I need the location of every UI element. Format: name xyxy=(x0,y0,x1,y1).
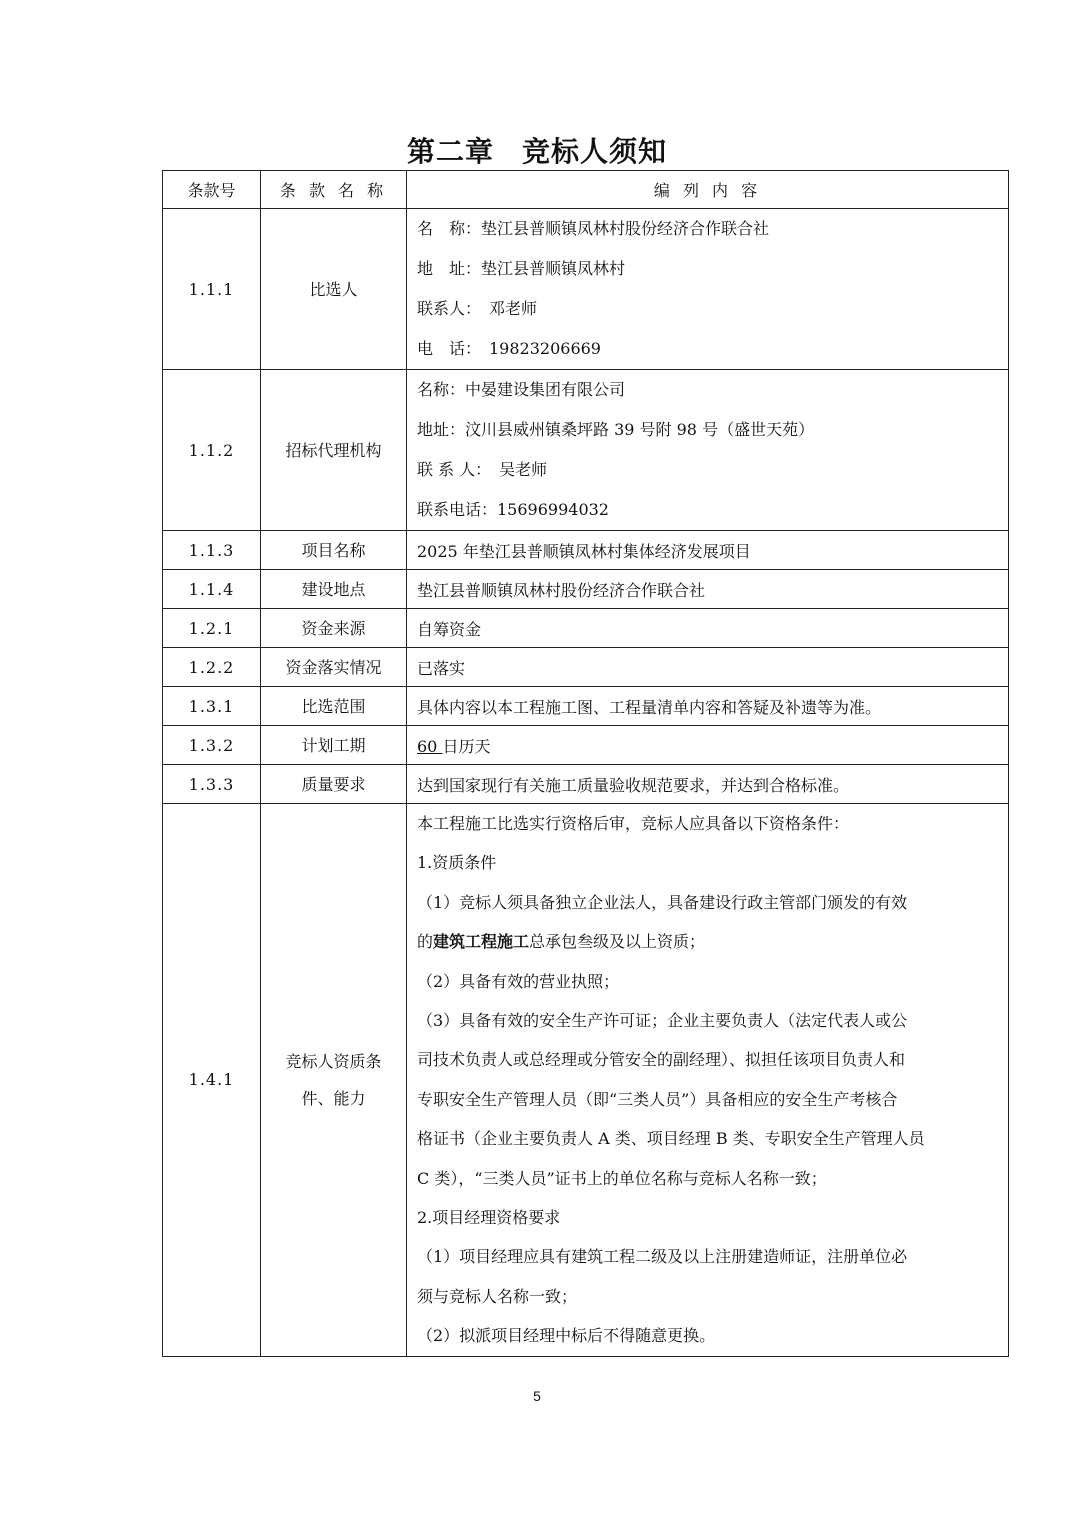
table-row xyxy=(163,570,1009,609)
clause-content: 垫江县普顺镇凤林村股份经济合作联合社 xyxy=(407,570,1009,609)
text-run: 总承包叁级及以上资质； xyxy=(529,932,706,952)
clause-number: 1.3.3 xyxy=(163,765,261,804)
section-heading: 1.资质条件 xyxy=(417,853,497,873)
table-row xyxy=(163,804,1009,1357)
clause-name: 招标代理机构 xyxy=(261,370,407,531)
clause-name: 计划工期 xyxy=(261,726,407,765)
clause-name-line: 竞标人资质条 xyxy=(285,1051,382,1071)
clause-number: 1.2.1 xyxy=(163,609,261,648)
clause-name: 资金来源 xyxy=(261,609,407,648)
content-line xyxy=(417,922,1000,961)
table-header-row xyxy=(163,171,1009,209)
clause-name: 建设地点 xyxy=(261,570,407,609)
content-line: 格证书（企业主要负责人 A 类、项目经理 B 类、专职安全生产管理人员 xyxy=(417,1129,925,1149)
content-line: （3）具备有效的安全生产许可证；企业主要负责人（法定代表人或公 xyxy=(417,1011,908,1031)
content-line: 电 话： 19823206669 xyxy=(417,339,601,358)
table-row xyxy=(163,648,1009,687)
content-line: 地址：汶川县威州镇桑坪路 39 号附 98 号（盛世天苑） xyxy=(417,420,815,439)
clause-number: 1.2.2 xyxy=(163,648,261,687)
emphasized-text: 建筑工程施工 xyxy=(433,932,530,952)
table-row xyxy=(163,726,1009,765)
clause-name xyxy=(261,804,407,1357)
clause-number: 1.1.2 xyxy=(163,370,261,531)
bidder-instructions-table xyxy=(162,170,1009,1357)
content-line: 须与竞标人名称一致； xyxy=(417,1286,578,1306)
clause-number: 1.4.1 xyxy=(163,804,261,1357)
page-number: 5 xyxy=(533,1388,541,1404)
content-line: 司技术负责人或总经理或分管安全的副经理）、拟担任该项目负责人和 xyxy=(417,1050,906,1070)
content-line: C 类），“三类人员”证书上的单位名称与竞标人名称一致； xyxy=(417,1168,827,1188)
header-clause-name: 条 款 名 称 xyxy=(261,171,407,209)
table-row xyxy=(163,531,1009,570)
clause-content: 具体内容以本工程施工图、工程量清单内容和答疑及补遗等为准。 xyxy=(407,687,1009,726)
content-line: （1）竞标人须具备独立企业法人，具备建设行政主管部门颁发的有效 xyxy=(417,892,908,912)
clause-number: 1.1.3 xyxy=(163,531,261,570)
content-line: 专职安全生产管理人员（即“三类人员”）具备相应的安全生产考核合 xyxy=(417,1089,898,1109)
table-row xyxy=(163,609,1009,648)
clause-content: 自筹资金 xyxy=(407,609,1009,648)
clause-content xyxy=(407,370,1009,531)
clause-number: 1.3.2 xyxy=(163,726,261,765)
header-clause-number: 条款号 xyxy=(163,171,261,209)
header-content: 编 列 内 容 xyxy=(407,171,1009,209)
clause-content: 2025 年垫江县普顺镇凤林村集体经济发展项目 xyxy=(407,531,1009,570)
duration-unit: 日历天 xyxy=(442,736,491,756)
content-line: （2）具备有效的营业执照； xyxy=(417,971,620,991)
clause-content xyxy=(407,804,1009,1357)
table-row xyxy=(163,687,1009,726)
content-line: 联系人： 邓老师 xyxy=(417,299,538,318)
table-row xyxy=(163,765,1009,804)
clause-name: 比选范围 xyxy=(261,687,407,726)
content-line: 本工程施工比选实行资格后审，竞标人应具备以下资格条件： xyxy=(417,814,850,833)
clause-number: 1.3.1 xyxy=(163,687,261,726)
clause-content: 达到国家现行有关施工质量验收规范要求，并达到合格标准。 xyxy=(407,765,1009,804)
chapter-title xyxy=(0,130,1074,170)
clause-number: 1.1.4 xyxy=(163,570,261,609)
duration-days: 60 xyxy=(417,736,443,756)
clause-name: 项目名称 xyxy=(261,531,407,570)
content-line: 联 系 人： 吴老师 xyxy=(417,460,548,479)
clause-name: 资金落实情况 xyxy=(261,648,407,687)
chapter-number: 第二章 xyxy=(406,135,494,168)
clause-content xyxy=(407,726,1009,765)
content-line: 地 址：垫江县普顺镇凤林村 xyxy=(417,259,626,278)
content-line: （2）拟派项目经理中标后不得随意更换。 xyxy=(417,1326,716,1346)
clause-content: 已落实 xyxy=(407,648,1009,687)
content-line: 名 称：垫江县普顺镇凤林村股份经济合作联合社 xyxy=(417,219,770,238)
clause-name: 质量要求 xyxy=(261,765,407,804)
chapter-name: 竞标人须知 xyxy=(522,135,668,168)
clause-name-line: 件、能力 xyxy=(301,1088,366,1108)
table-row xyxy=(163,370,1009,531)
section-heading: 2.项目经理资格要求 xyxy=(417,1208,561,1228)
clause-name: 比选人 xyxy=(261,209,407,370)
clause-content xyxy=(407,209,1009,370)
content-line: （1）项目经理应具有建筑工程二级及以上注册建造师证，注册单位必 xyxy=(417,1247,908,1267)
clause-number: 1.1.1 xyxy=(163,209,261,370)
text-run: 的 xyxy=(417,932,434,952)
table-row xyxy=(163,209,1009,370)
content-line: 联系电话：15696994032 xyxy=(417,500,609,519)
content-line: 名称：中晏建设集团有限公司 xyxy=(417,380,626,399)
